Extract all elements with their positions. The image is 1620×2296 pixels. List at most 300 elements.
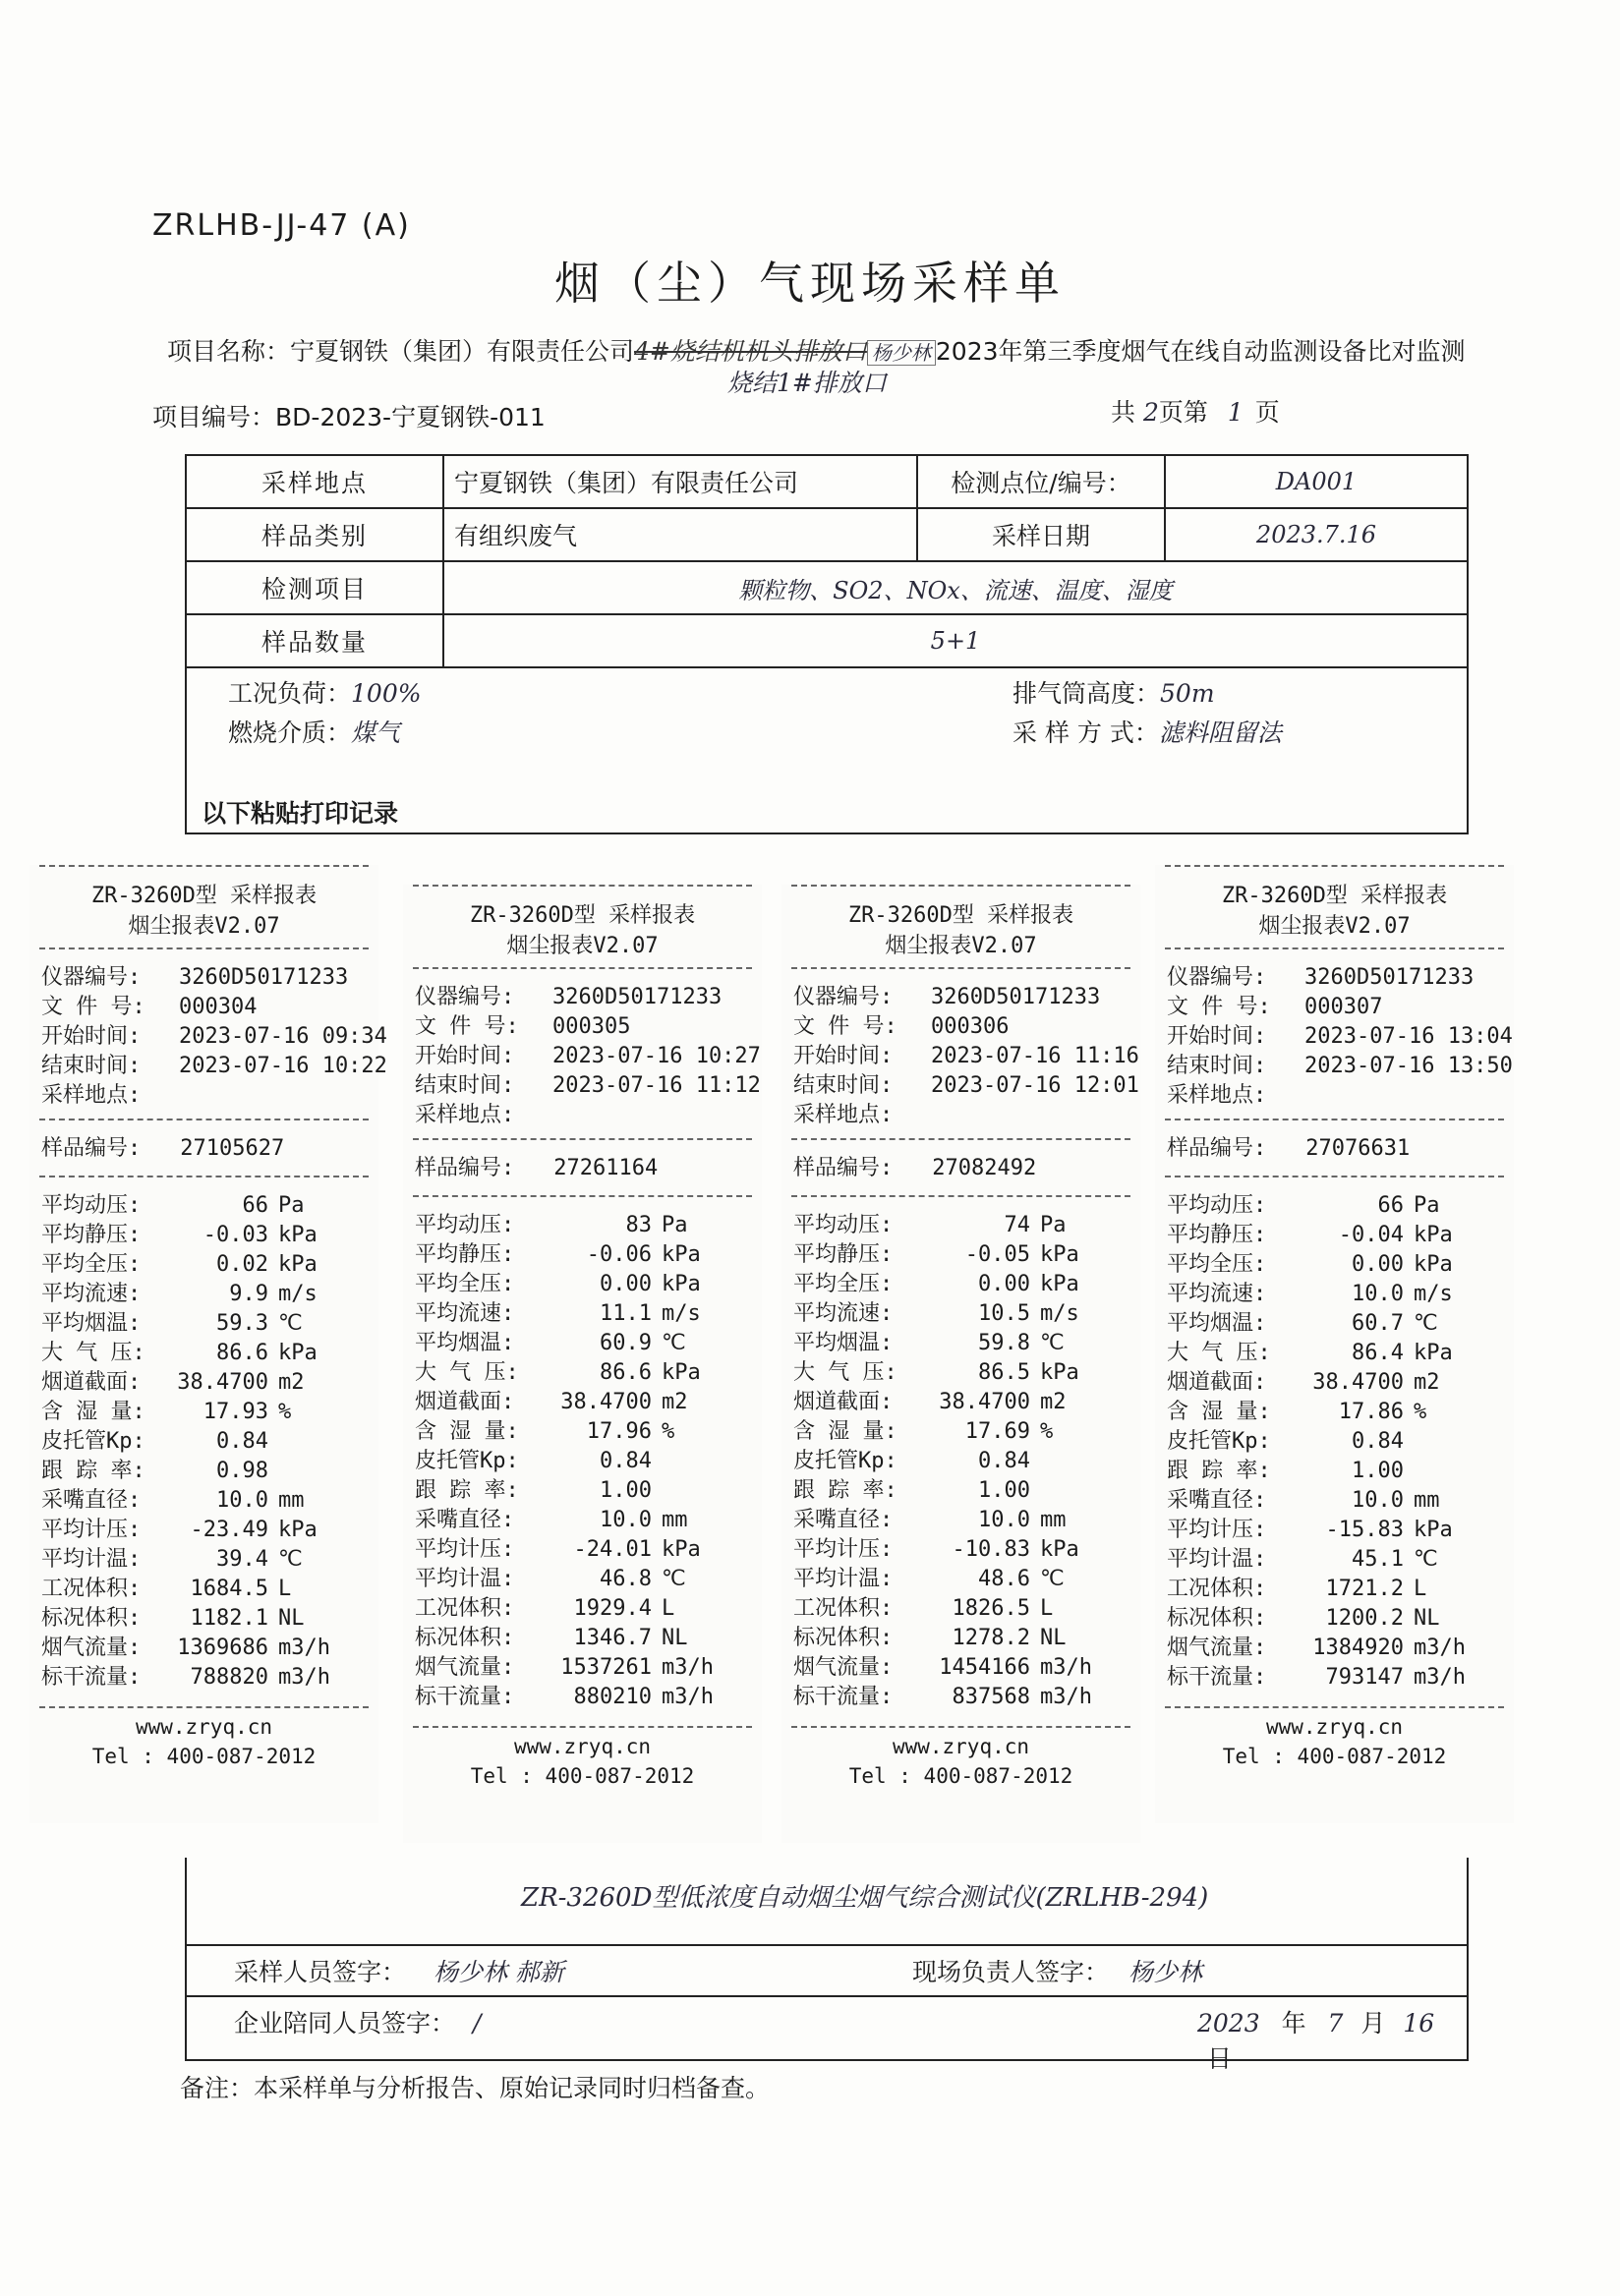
receipt-row-unit: kPa: [1040, 1272, 1079, 1296]
receipt-url: www.zryq.cn: [1265, 1715, 1404, 1739]
receipt-file-label: 文 件 号:: [1167, 995, 1271, 1019]
receipt-row: [41, 1634, 367, 1663]
receipt-row: [415, 1447, 750, 1476]
fuel-line: [228, 714, 400, 749]
receipt-row-unit: m3/h: [278, 1636, 330, 1660]
receipt-row-label: 大 气 压:: [41, 1341, 145, 1365]
receipt-row-label: 标况体积:: [41, 1606, 142, 1631]
receipt-row-label: 含 湿 量:: [41, 1400, 145, 1424]
receipt-row-label: 烟道截面:: [1167, 1370, 1267, 1395]
receipt-row: [41, 1339, 367, 1368]
receipt-row-value: -15.83: [1325, 1518, 1404, 1542]
receipt-4: [1155, 865, 1514, 1823]
receipt-row-value: 83: [625, 1213, 652, 1237]
receipt-row-unit: m3/h: [1040, 1655, 1092, 1680]
table-row: [186, 614, 1468, 667]
divider: [1165, 1706, 1504, 1708]
receipt-row-value: 1826.5: [952, 1596, 1030, 1621]
pages-current-label: 页第: [1158, 398, 1208, 427]
receipt-row-unit: m/s: [1414, 1282, 1453, 1306]
receipt-row-label: 皮托管Kp:: [793, 1449, 897, 1473]
quantity-label: 样品数量: [186, 614, 443, 667]
receipt-row: [415, 1299, 750, 1329]
receipt-row: [41, 1368, 367, 1398]
receipt-body: [29, 963, 387, 1111]
receipt-row-unit: m3/h: [662, 1655, 714, 1680]
receipt-body: [781, 983, 1140, 1130]
receipt-row-value: 1684.5: [190, 1577, 268, 1601]
receipt-row-label: 平均计压:: [1167, 1518, 1267, 1542]
receipt-row-value: -23.49: [190, 1518, 268, 1542]
receipt-row-unit: m/s: [1040, 1301, 1079, 1326]
paste-label: 以下粘贴打印记录: [202, 799, 399, 828]
receipt-tel: Tel : 400-087-2012: [91, 1745, 317, 1768]
load-value: 100%: [351, 679, 422, 708]
receipt-end-time-label: 结束时间:: [415, 1073, 515, 1098]
receipt-row: [415, 1506, 750, 1535]
receipt-row: [1167, 1457, 1502, 1486]
receipt-row: [415, 1476, 750, 1506]
receipt-row-unit: L: [1040, 1596, 1054, 1621]
receipt-sample-line: [793, 1154, 1128, 1183]
receipt-row-label: 采嘴直径:: [1167, 1488, 1267, 1513]
receipt-row: [41, 1250, 367, 1280]
receipt-measurements: [403, 1211, 762, 1712]
divider: [413, 967, 752, 969]
receipt-row-unit: ℃: [1414, 1547, 1438, 1572]
receipt-row-unit: ℃: [278, 1547, 303, 1572]
receipt-row-label: 烟道截面:: [41, 1370, 142, 1395]
receipt-row-value: 17.69: [964, 1419, 1030, 1444]
receipt-row-value: 0.84: [978, 1449, 1030, 1473]
receipt-row: [793, 1535, 1128, 1565]
receipt-row-value: 793147: [1325, 1665, 1404, 1690]
receipt-row-label: 烟气流量:: [41, 1636, 142, 1660]
receipt-url: www.zryq.cn: [135, 1715, 273, 1739]
receipt-row: [793, 1624, 1128, 1653]
project-number-value: BD-2023-宁夏钢铁-011: [275, 403, 546, 431]
receipt-instrument-label: 仪器编号:: [1167, 965, 1267, 990]
table-row: [185, 1996, 1469, 2046]
receipt-row-value: 59.3: [216, 1311, 268, 1336]
instrument-note: ZR-3260D型低浓度自动烟尘烟气综合测试仪(ZRLHB-294): [521, 1883, 1209, 1913]
receipt-row: [41, 1221, 367, 1250]
receipt-start-time-value: 2023-07-16 11:16: [931, 1044, 1139, 1068]
receipt-end-time-label: 结束时间:: [793, 1073, 894, 1098]
receipt-measurements: [29, 1191, 378, 1693]
receipt-row-unit: mm: [662, 1508, 688, 1532]
receipt-start-time-label: 开始时间:: [415, 1044, 515, 1068]
year-value: 2023: [1197, 2009, 1260, 2038]
sampler-label: 采样人员签字：: [234, 1958, 407, 1986]
divider: [791, 1138, 1130, 1140]
divider: [413, 1195, 752, 1197]
receipt-row-value: 1.00: [600, 1478, 652, 1503]
receipt-site-label: 采样地点:: [1167, 1083, 1267, 1108]
receipt-row-label: 烟气流量:: [415, 1655, 515, 1680]
receipt-instrument-value: 3260D50171233: [552, 985, 723, 1009]
fuel-label: 燃烧介质：: [228, 718, 352, 747]
receipt-row: [1167, 1663, 1502, 1693]
receipt-row-value: 48.6: [978, 1567, 1030, 1591]
receipt-row-unit: L: [278, 1577, 292, 1601]
receipt-row-label: 工况体积:: [793, 1596, 894, 1621]
receipt-row-label: 平均流速:: [793, 1301, 894, 1326]
receipt-row-value: 0.02: [216, 1252, 268, 1277]
receipt-instrument-value: 3260D5017123​3: [179, 965, 349, 990]
receipt-row-unit: m3/h: [278, 1665, 330, 1690]
receipt-start-time-label: 开始时间:: [1167, 1024, 1267, 1049]
receipt-sample: [403, 1154, 762, 1183]
receipt-file-value: 000307: [1304, 995, 1383, 1019]
receipt-start-time-label: 开始时间:: [41, 1024, 142, 1049]
receipt-row-unit: mm: [1414, 1488, 1440, 1513]
receipt-row-label: 跟 踪 率:: [415, 1478, 519, 1503]
receipt-sample-value: 27082492: [932, 1156, 1037, 1180]
receipt-row: [1167, 1604, 1502, 1634]
receipt-row-value: 17.96: [586, 1419, 652, 1444]
date-label: 采样日期: [917, 508, 1165, 561]
divider: [1165, 865, 1504, 867]
receipt-row: [41, 1191, 367, 1221]
receipt-row-value: 10.0: [1352, 1282, 1404, 1306]
method-line: [1012, 714, 1282, 749]
receipt-row-label: 平均流速:: [41, 1282, 142, 1306]
receipt-subtitle: 烟尘报表V2.07: [506, 934, 659, 958]
load-line: [228, 674, 422, 710]
stack-height-line: [1012, 674, 1215, 710]
receipt-sample: [29, 1134, 378, 1164]
receipt-row-label: 平均烟温:: [41, 1311, 142, 1336]
company-label: 企业陪同人员签字：: [234, 2009, 456, 2038]
receipt-row-label: 烟道截面:: [415, 1390, 515, 1414]
receipt-sample-label: 样品编号:: [41, 1136, 142, 1161]
receipt-sample-value: 27105627: [180, 1136, 285, 1161]
receipt-start-time-line: [41, 1022, 387, 1052]
receipt-row-value: 0.00: [600, 1272, 652, 1296]
receipt-subtitle: 烟尘报表V2.07: [128, 914, 280, 939]
receipt-row-unit: ℃: [1040, 1331, 1065, 1355]
receipt-row-label: 工况体积:: [415, 1596, 515, 1621]
receipt-row-value: 38.4700: [560, 1390, 652, 1414]
receipt-end-time-value: 2023-07-16 10:22: [179, 1054, 387, 1078]
divider: [1165, 1119, 1504, 1120]
receipt-row-value: 17.93: [202, 1400, 268, 1424]
receipt-end-time-line: [415, 1071, 761, 1101]
receipt-row-value: 9.9: [229, 1282, 268, 1306]
receipt-row-unit: ℃: [662, 1567, 686, 1591]
receipt-end-time-value: 2023-07-16 11:12: [552, 1073, 761, 1098]
receipt-row-value: 1454166: [939, 1655, 1030, 1680]
method-value: 滤料阻留法: [1158, 718, 1282, 747]
project-name-prefix: 宁夏钢铁（集团）有限责任公司: [290, 337, 635, 366]
receipt-row: [793, 1653, 1128, 1683]
receipt-row-value: 38.4700: [177, 1370, 268, 1395]
stack-height-label: 排气筒高度：: [1012, 679, 1161, 708]
receipt-row-unit: m3/h: [1040, 1685, 1092, 1709]
receipt-row-unit: Pa: [662, 1213, 688, 1237]
sample-type-value: 有组织废气: [443, 508, 917, 561]
receipt-row-value: 86.4: [1352, 1341, 1404, 1365]
receipt-instrument-label: 仪器编号:: [41, 965, 142, 990]
divider: [39, 1176, 369, 1177]
receipt-tel: Tel : 400-087-2012: [1222, 1745, 1447, 1768]
receipt-row-unit: kPa: [278, 1518, 318, 1542]
receipt-row-value: 1.00: [1352, 1459, 1404, 1483]
receipt-row-label: 大 气 压:: [793, 1360, 897, 1385]
receipt-row-value: -10.83: [952, 1537, 1030, 1562]
receipt-row: [41, 1398, 367, 1427]
month-value: 7: [1327, 2009, 1344, 2038]
receipt-row-unit: m/s: [278, 1282, 318, 1306]
divider: [39, 1119, 369, 1120]
receipt-row-label: 工况体积:: [41, 1577, 142, 1601]
sampler-signature: 杨少林 郝新: [433, 1958, 564, 1986]
receipt-row-label: 标况体积:: [1167, 1606, 1267, 1631]
receipt-row: [415, 1624, 750, 1653]
receipt-file-line: [1167, 993, 1502, 1022]
receipt-row-value: 880210: [573, 1685, 652, 1709]
receipt-row-label: 含 湿 量:: [415, 1419, 519, 1444]
receipt-row-label: 大 气 压:: [1167, 1341, 1271, 1365]
receipt-row-value: 17.86: [1338, 1400, 1404, 1424]
receipt-sample-label: 样品编号:: [415, 1156, 515, 1180]
receipt-start-time-value: 2023-07-16 09:34: [179, 1024, 387, 1049]
receipt-row-unit: kPa: [1040, 1537, 1079, 1562]
receipt-row-label: 平均烟温:: [415, 1331, 515, 1355]
receipt-row-value: -0.04: [1338, 1223, 1404, 1247]
receipt-sample: [1155, 1134, 1514, 1164]
receipt-sample-label: 样品编号:: [1167, 1136, 1267, 1161]
receipt-row: [41, 1280, 367, 1309]
receipt-row: [415, 1594, 750, 1624]
receipt-row-label: 平均计温:: [793, 1567, 894, 1591]
receipt-row-value: -0.06: [586, 1242, 652, 1267]
receipt-row-unit: NL: [1040, 1626, 1067, 1650]
receipt-row: [1167, 1368, 1502, 1398]
receipt-row-label: 跟 踪 率:: [41, 1459, 145, 1483]
receipt-row-label: 平均静压:: [415, 1242, 515, 1267]
receipt-sample-line: [415, 1154, 750, 1183]
receipt-instrument-label: 仪器编号:: [415, 985, 515, 1009]
receipt-row: [793, 1565, 1128, 1594]
pages-total: 2: [1142, 398, 1159, 427]
receipt-row-value: 10.5: [978, 1301, 1030, 1326]
method-label: 采 样 方 式：: [1012, 718, 1159, 747]
table-row: [186, 455, 1468, 508]
receipt-row-label: 皮托管Kp:: [415, 1449, 519, 1473]
receipt-row-value: 1.00: [978, 1478, 1030, 1503]
receipt-row-label: 标况体积:: [415, 1626, 515, 1650]
quantity-value: 5+1: [443, 614, 1468, 667]
receipt-row-label: 平均静压:: [1167, 1223, 1267, 1247]
items-value: 颗粒物、SO2、NOx、流速、温度、湿度: [443, 561, 1468, 614]
receipt-row-value: 86.6: [600, 1360, 652, 1385]
receipt-row-label: 平均烟温:: [1167, 1311, 1267, 1336]
receipt-site-line: [415, 1101, 750, 1130]
receipt-row-value: 1346.7: [573, 1626, 652, 1650]
receipt-end-time-label: 结束时间:: [1167, 1054, 1267, 1078]
divider: [1165, 947, 1504, 949]
receipt-row: [41, 1427, 367, 1457]
receipt-row-label: 平均动压:: [41, 1193, 142, 1218]
receipt-row-unit: m/s: [662, 1301, 701, 1326]
receipt-row-value: 10.0: [600, 1508, 652, 1532]
receipt-start-time-line: [1167, 1022, 1513, 1052]
sample-info-table: [185, 454, 1469, 668]
receipt-row: [1167, 1339, 1502, 1368]
receipt-row: [793, 1329, 1128, 1358]
receipt-row-value: 38.4700: [939, 1390, 1030, 1414]
sample-type-label: 样品类别: [186, 508, 443, 561]
receipt-row: [41, 1604, 367, 1634]
receipt-row: [41, 1516, 367, 1545]
receipt-row-unit: NL: [1414, 1606, 1440, 1631]
receipt-instrument-line: [41, 963, 367, 993]
receipt-3: [781, 885, 1140, 1843]
receipt-row: [415, 1388, 750, 1417]
date-value: 2023.7.16: [1165, 508, 1468, 561]
receipt-file-value: 000304: [179, 995, 258, 1019]
receipt-row-unit: kPa: [1040, 1360, 1079, 1385]
receipt-row-value: 45.1: [1352, 1547, 1404, 1572]
receipt-row-label: 工况体积:: [1167, 1577, 1267, 1601]
pages-total-label: 共: [1111, 398, 1136, 427]
receipt-row-unit: kPa: [1414, 1223, 1453, 1247]
receipt-row-value: 10.0: [1352, 1488, 1404, 1513]
receipt-title: ZR-3260D型 采样报表: [1221, 884, 1448, 908]
receipt-row: [793, 1299, 1128, 1329]
receipt-row-value: 0.98: [216, 1459, 268, 1483]
project-name-extra: 烧结1#排放口: [727, 369, 887, 397]
page-title: 烟（尘）气现场采样单: [554, 257, 1066, 310]
receipt-row-label: 平均静压:: [793, 1242, 894, 1267]
receipt-row-value: 86.6: [216, 1341, 268, 1365]
receipt-row-label: 平均动压:: [793, 1213, 894, 1237]
project-name-suffix: 2023年第三季度烟气在线自动监测设备比对监测: [935, 337, 1466, 366]
receipt-row: [1167, 1250, 1502, 1280]
receipt-row-label: 跟 踪 率:: [1167, 1459, 1271, 1483]
receipt-row-value: 788820: [190, 1665, 268, 1690]
receipt-start-time-value: 2023-07-16 13:04: [1304, 1024, 1513, 1049]
project-name-label: 项目名称：: [167, 337, 291, 366]
receipt-row-value: 66: [1377, 1193, 1404, 1218]
receipt-site-line: [1167, 1081, 1502, 1111]
receipt-row: [415, 1270, 750, 1299]
receipt-row-unit: kPa: [278, 1223, 318, 1247]
receipt-row-unit: m2: [1414, 1370, 1440, 1395]
receipt-row-unit: Pa: [278, 1193, 305, 1218]
receipt-row-label: 采嘴直径:: [41, 1488, 142, 1513]
receipt-row: [793, 1358, 1128, 1388]
receipt-measurements: [781, 1211, 1140, 1712]
receipt-row-unit: %: [1040, 1419, 1054, 1444]
receipt-file-label: 文 件 号:: [41, 995, 145, 1019]
receipt-row: [793, 1240, 1128, 1270]
receipt-row-value: 10.0: [216, 1488, 268, 1513]
receipt-end-time-line: [793, 1071, 1139, 1101]
site-value: 宁夏钢铁（集团）有限责任公司: [443, 455, 917, 508]
receipt-row-label: 标干流量:: [415, 1685, 515, 1709]
receipt-row: [415, 1535, 750, 1565]
receipt-row-value: 0.84: [216, 1429, 268, 1454]
receipt-subtitle: 烟尘报表V2.07: [1258, 914, 1411, 939]
receipt-row-unit: NL: [278, 1606, 305, 1631]
receipt-instrument-line: [793, 983, 1128, 1012]
receipt-row-label: 平均流速:: [415, 1301, 515, 1326]
receipt-row-label: 大 气 压:: [415, 1360, 519, 1385]
receipt-sample-value: 27261164: [553, 1156, 659, 1180]
receipt-row-label: 烟道截面:: [793, 1390, 894, 1414]
receipt-row-label: 平均计压:: [41, 1518, 142, 1542]
receipt-row-unit: ℃: [1040, 1567, 1065, 1591]
receipt-1: [29, 865, 387, 1823]
receipt-row-unit: m2: [662, 1390, 688, 1414]
form-code: ZRLHB-JJ-47 (A): [152, 208, 411, 243]
receipt-row: [1167, 1545, 1502, 1575]
divider: [1165, 1176, 1504, 1177]
receipt-row: [41, 1663, 367, 1693]
receipt-row-value: 1200.2: [1325, 1606, 1404, 1631]
site-manager-signature: 杨少林: [1128, 1958, 1203, 1986]
receipt-row: [793, 1447, 1128, 1476]
receipt-row: [41, 1575, 367, 1604]
receipt-row-label: 标况体积:: [793, 1626, 894, 1650]
receipt-row-label: 平均计温:: [415, 1567, 515, 1591]
receipt-row-label: 含 湿 量:: [793, 1419, 897, 1444]
items-label: 检测项目: [186, 561, 443, 614]
receipt-row-unit: ℃: [1414, 1311, 1438, 1336]
receipt-row: [1167, 1398, 1502, 1427]
receipt-start-time-label: 开始时间:: [793, 1044, 894, 1068]
divider: [413, 885, 752, 887]
project-number-line: [152, 398, 546, 433]
receipt-row-unit: kPa: [1040, 1242, 1079, 1267]
project-number-label: 项目编号：: [152, 403, 276, 431]
receipt-row-unit: m2: [278, 1370, 305, 1395]
receipt-row-label: 平均全压:: [1167, 1252, 1267, 1277]
receipt-row-unit: ℃: [662, 1331, 686, 1355]
point-value: DA001: [1165, 455, 1468, 508]
remark: 备注：本采样单与分析报告、原始记录同时归档备查。: [180, 2074, 771, 2102]
receipt-row-unit: kPa: [278, 1341, 318, 1365]
company-signature: /: [472, 2009, 482, 2038]
receipt-row-unit: kPa: [662, 1272, 701, 1296]
divider: [413, 1138, 752, 1140]
receipt-row-value: 1369686: [177, 1636, 268, 1660]
receipt-row: [1167, 1191, 1502, 1221]
receipt-row-label: 标干流量:: [41, 1665, 142, 1690]
receipt-row: [415, 1653, 750, 1683]
receipt-row-label: 跟 踪 率:: [793, 1478, 897, 1503]
receipt-row-value: 39.4: [216, 1547, 268, 1572]
day-value: 16: [1403, 2009, 1435, 2038]
receipt-row-value: 1721.2: [1325, 1577, 1404, 1601]
receipt-file-label: 文 件 号:: [793, 1014, 897, 1039]
site-label: 采样地点: [186, 455, 443, 508]
receipt-row-unit: kPa: [278, 1252, 318, 1277]
receipt-row-unit: Pa: [1040, 1213, 1067, 1237]
receipt-end-time-label: 结束时间:: [41, 1054, 142, 1078]
receipt-row-label: 皮托管Kp:: [41, 1429, 145, 1454]
receipt-row-label: 平均流速:: [1167, 1282, 1267, 1306]
receipt-row-label: 皮托管Kp:: [1167, 1429, 1271, 1454]
receipt-row: [793, 1270, 1128, 1299]
receipt-tel: Tel : 400-087-2012: [848, 1764, 1073, 1788]
receipt-row: [1167, 1486, 1502, 1516]
receipt-row: [415, 1358, 750, 1388]
receipt-row: [415, 1683, 750, 1712]
